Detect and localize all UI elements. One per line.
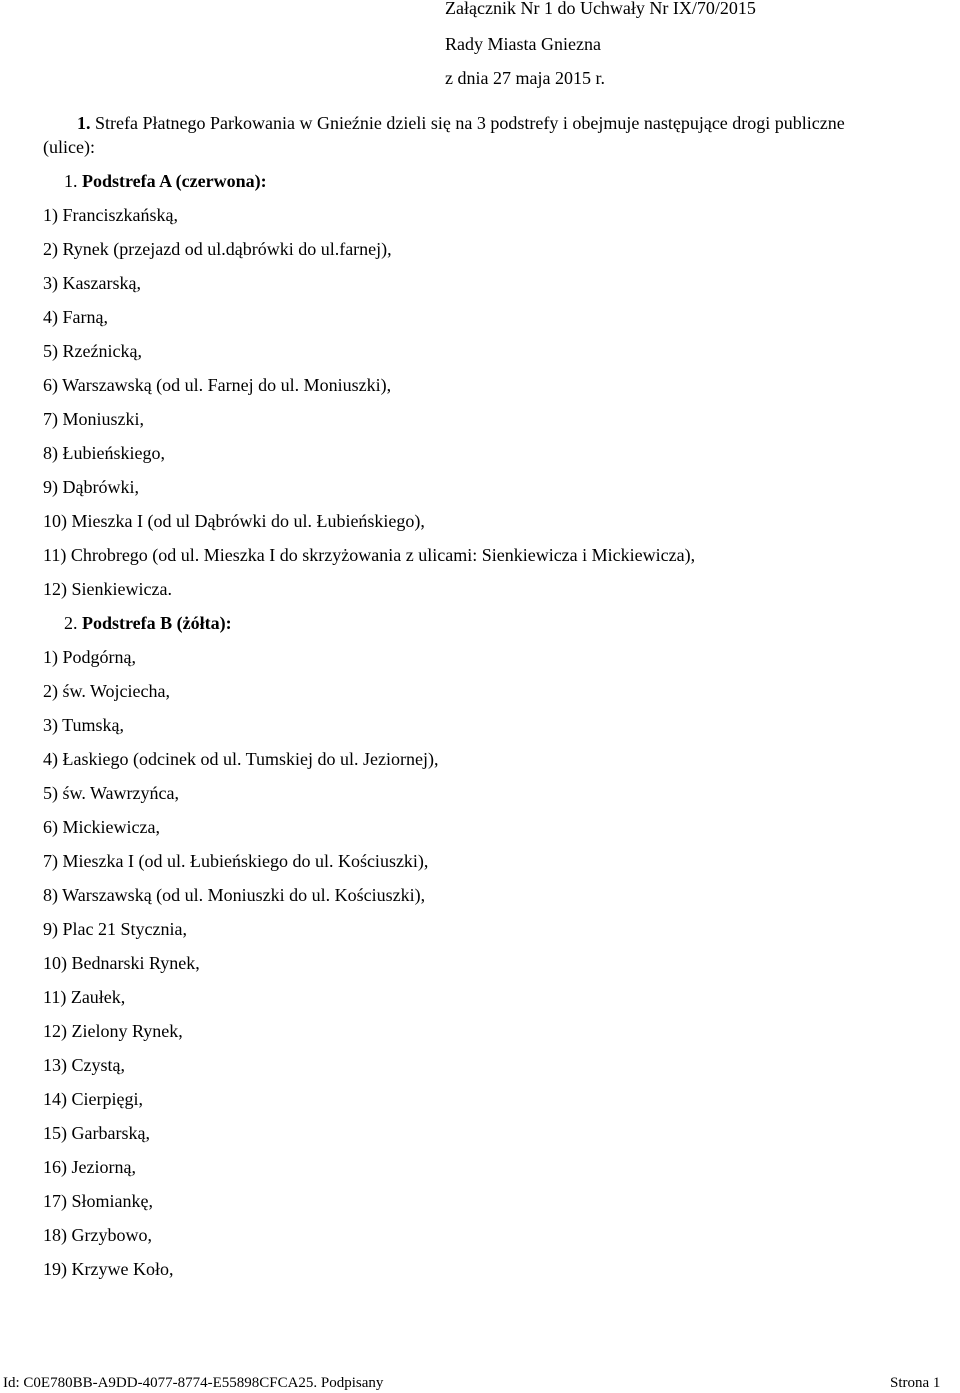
zone-a-item: 4) Farną,	[43, 307, 108, 327]
zone-b-item: 1) Podgórną,	[43, 647, 136, 667]
zone-b-item: 19) Krzywe Koło,	[43, 1259, 174, 1279]
zone-b-item: 17) Słomiankę,	[43, 1191, 153, 1211]
zone-b-number: 2.	[64, 613, 78, 633]
zone-b-item: 18) Grzybowo,	[43, 1225, 152, 1245]
zone-b-item: 8) Warszawską (od ul. Moniuszki do ul. Kościuszki),	[43, 885, 426, 905]
intro-number: 1.	[77, 113, 91, 133]
zone-b-item: 2) św. Wojciecha,	[43, 681, 171, 701]
intro-paragraph-line2: (ulice):	[43, 137, 95, 157]
zone-b-item: 12) Zielony Rynek,	[43, 1021, 183, 1041]
zone-a-item: 8) Łubieńskiego,	[43, 443, 165, 463]
zone-a-item: 1) Franciszkańską,	[43, 205, 178, 225]
zone-a-number: 1.	[64, 171, 78, 191]
zone-b-item: 15) Garbarską,	[43, 1123, 150, 1143]
header-date: z dnia 27 maja 2015 r.	[445, 68, 605, 88]
zone-a-item: 9) Dąbrówki,	[43, 477, 139, 497]
zone-b-item: 7) Mieszka I (od ul. Łubieńskiego do ul. Kościuszki),	[43, 851, 429, 871]
zone-a-title: Podstrefa A (czerwona):	[82, 171, 267, 191]
header-council-name: Rady Miasta Gniezna	[445, 34, 601, 54]
zone-a-item: 7) Moniuszki,	[43, 409, 144, 429]
zone-b-item: 16) Jeziorną,	[43, 1157, 136, 1177]
zone-a-item: 2) Rynek (przejazd od ul.dąbrówki do ul.farnej),	[43, 239, 392, 259]
zone-a-item: 11) Chrobrego (od ul. Mieszka I do skrzyżowania z ulicami: Sienkiewicza i Mickiewicza),	[43, 545, 696, 565]
zone-a-heading	[64, 170, 267, 192]
zone-b-item: 3) Tumską,	[43, 715, 125, 735]
footer-page-number: Strona 1	[890, 1375, 941, 1391]
zone-b-item: 4) Łaskiego (odcinek od ul. Tumskiej do ul. Jeziornej),	[43, 749, 439, 769]
header-attachment-title: Załącznik Nr 1 do Uchwały Nr IX/70/2015	[445, 0, 756, 18]
zone-b-item: 11) Zaułek,	[43, 987, 126, 1007]
zone-a-item: 5) Rzeźnicką,	[43, 341, 142, 361]
zone-a-item: 3) Kaszarską,	[43, 273, 141, 293]
zone-b-item: 14) Cierpięgi,	[43, 1089, 143, 1109]
zone-b-item: 13) Czystą,	[43, 1055, 125, 1075]
intro-paragraph-line1	[77, 112, 845, 134]
zone-b-title: Podstrefa B (żółta):	[82, 613, 232, 633]
zone-b-item: 6) Mickiewicza,	[43, 817, 160, 837]
footer-document-id: Id: C0E780BB-A9DD-4077-8774-E55898CFCA25. Podpisany	[3, 1375, 384, 1391]
zone-b-heading	[64, 612, 232, 634]
zone-a-item: 10) Mieszka I (od ul Dąbrówki do ul. Łubieńskiego),	[43, 511, 425, 531]
zone-b-item: 5) św. Wawrzyńca,	[43, 783, 180, 803]
zone-b-item: 10) Bednarski Rynek,	[43, 953, 200, 973]
zone-b-item: 9) Plac 21 Stycznia,	[43, 919, 187, 939]
zone-a-item: 12) Sienkiewicza.	[43, 579, 172, 599]
intro-text: Strefa Płatnego Parkowania w Gnieźnie dzieli się na 3 podstrefy i obejmuje następujące drogi publiczne	[95, 113, 845, 133]
zone-a-item: 6) Warszawską (od ul. Farnej do ul. Moniuszki),	[43, 375, 392, 395]
